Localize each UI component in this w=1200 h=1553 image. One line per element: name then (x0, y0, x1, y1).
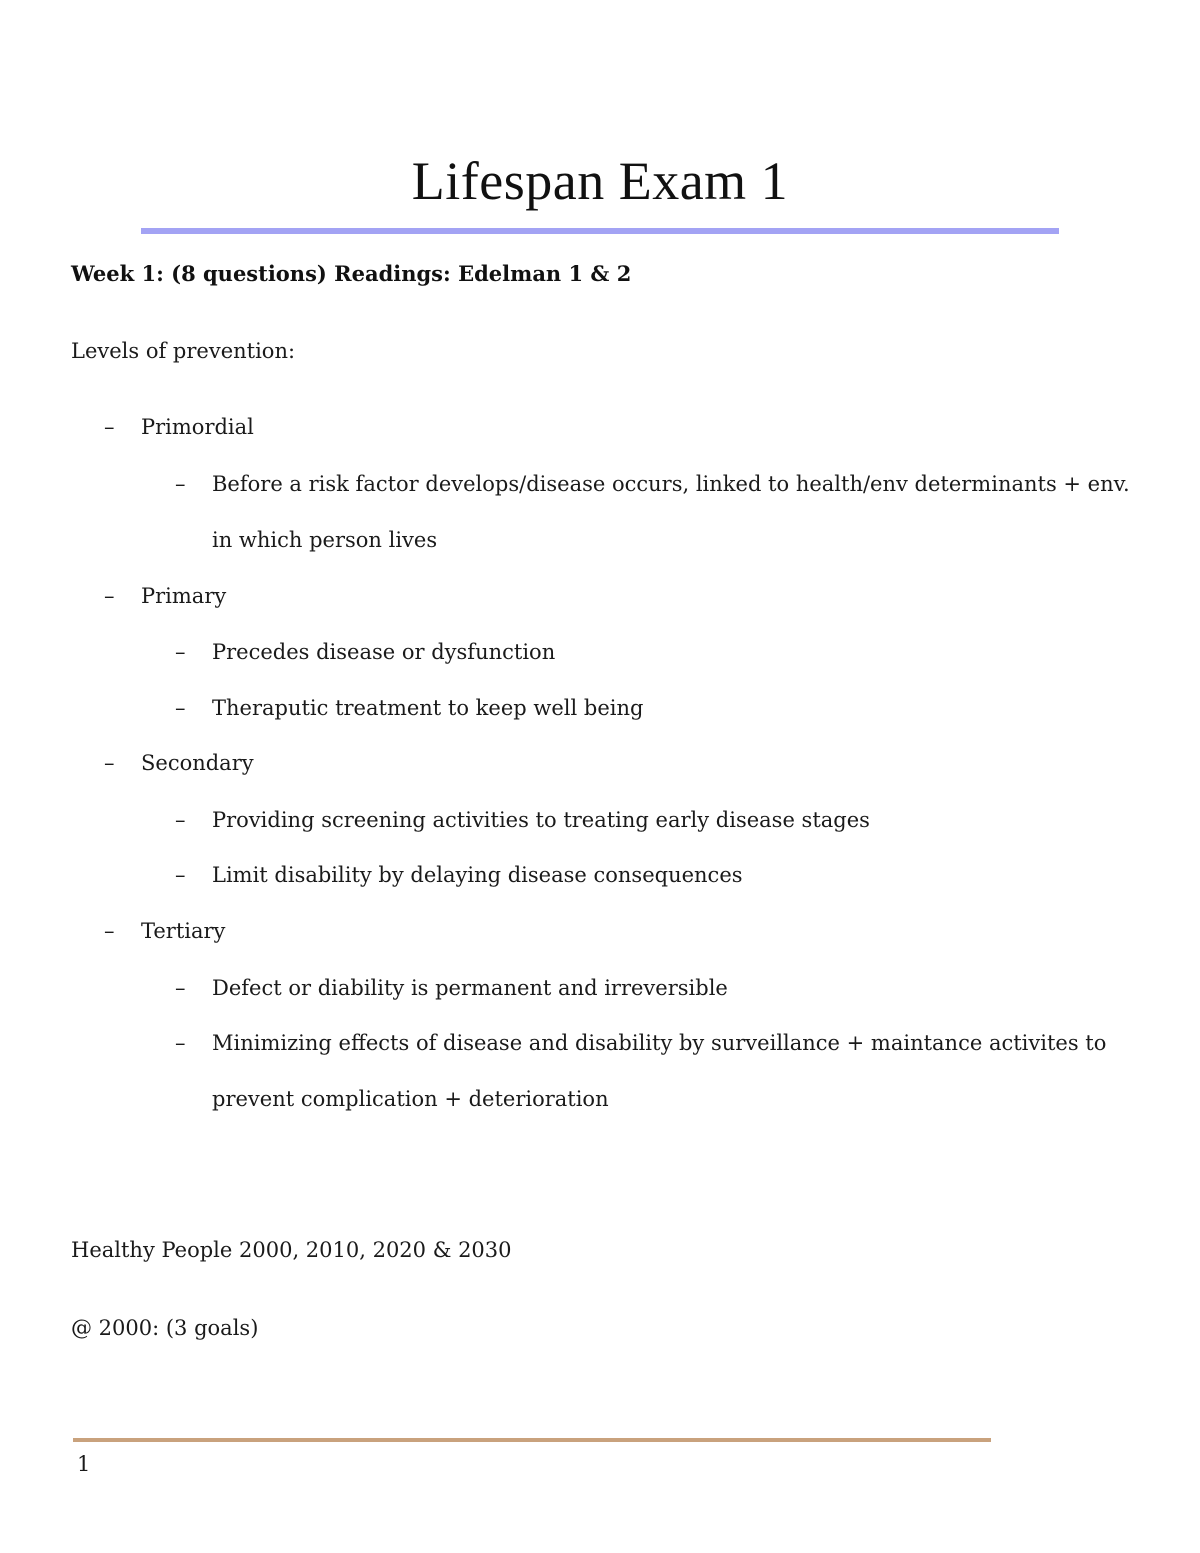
bullet-dash: – (175, 696, 186, 720)
level-tertiary: Tertiary (141, 919, 226, 943)
level-point-continuation: in which person lives (212, 528, 438, 552)
levels-intro: Levels of prevention: (71, 339, 296, 363)
bullet-dash: – (175, 808, 186, 832)
healthy-people-heading: Healthy People 2000, 2010, 2020 & 2030 (71, 1238, 512, 1262)
level-point: Defect or diability is permanent and irreversible (212, 976, 728, 1000)
title-underline (141, 228, 1059, 234)
document-title: Lifespan Exam 1 (411, 151, 789, 211)
bullet-dash: – (175, 472, 186, 496)
bullet-dash: – (175, 976, 186, 1000)
goals-2000-line: @ 2000: (3 goals) (71, 1316, 259, 1340)
level-point: Minimizing effects of disease and disability by surveillance + maintance activites to (212, 1031, 1107, 1055)
level-point: Before a risk factor develops/disease occurs, linked to health/env determinants + env. (212, 472, 1130, 496)
bullet-dash: – (104, 584, 115, 608)
bullet-dash: – (104, 415, 115, 439)
page-number: 1 (77, 1452, 91, 1476)
bullet-dash: – (175, 640, 186, 664)
level-secondary: Secondary (141, 751, 254, 775)
bullet-dash: – (175, 863, 186, 887)
level-primary: Primary (141, 584, 227, 608)
bullet-dash: – (104, 919, 115, 943)
footer-divider (73, 1438, 991, 1442)
bullet-dash: – (104, 751, 115, 775)
level-point-continuation: prevent complication + deterioration (212, 1087, 609, 1111)
level-point: Limit disability by delaying disease consequences (212, 863, 743, 887)
level-point: Theraputic treatment to keep well being (212, 696, 644, 720)
level-primordial: Primordial (141, 415, 254, 439)
week-heading: Week 1: (8 questions) Readings: Edelman 1 & 2 (71, 261, 632, 286)
bullet-dash: – (175, 1031, 186, 1055)
level-point: Providing screening activities to treating early disease stages (212, 808, 870, 832)
level-point: Precedes disease or dysfunction (212, 640, 556, 664)
